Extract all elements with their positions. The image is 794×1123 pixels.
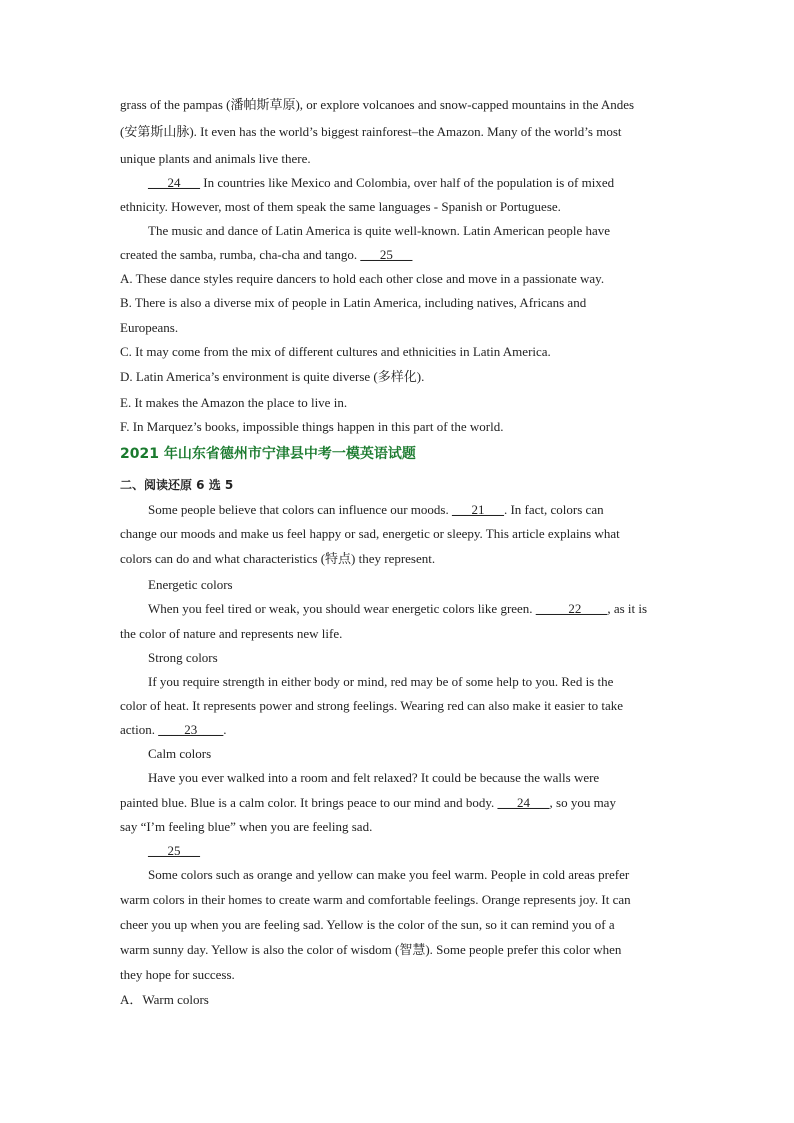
text-line: colors can do and what characteristics (特点) they represent. xyxy=(120,551,436,566)
text-line: When you feel tired or weak, you should wear energetic colors like green. _____22____, as it is xyxy=(148,601,648,616)
option-d: D. Latin America’s environment is quite diverse (多样化). xyxy=(120,369,425,384)
text-line: cheer you up when you are feeling sad. Yellow is the color of the sun, so it can remind you of a xyxy=(120,917,615,932)
blank-21: ___21___ xyxy=(451,502,504,517)
blank-24b: ___24___ xyxy=(497,795,550,810)
text-line: color of heat. It represents power and strong feelings. Wearing red can also make it easier to take xyxy=(120,698,623,713)
option-f: F. In Marquez’s books, impossible things happen in this part of the world. xyxy=(120,419,504,434)
subheading: Energetic colors xyxy=(148,577,233,592)
option-c: C. It may come from the mix of different cultures and ethnicities in Latin America. xyxy=(120,344,551,359)
text-line: grass of the pampas (潘帕斯草原), or explore volcanoes and snow-capped mountains in the Andes xyxy=(120,97,635,112)
exam-title: 2021 年山东省德州市宁津县中考一模英语试题 xyxy=(120,446,416,462)
blank-22: _____22____ xyxy=(535,601,608,616)
text-line: change our moods and make us feel happy or sad, energetic or sleepy. This article explains what xyxy=(120,526,620,541)
text-line: action. ____23____. xyxy=(120,722,227,737)
option-b: B. There is also a diverse mix of people in Latin America, including natives, Africans and xyxy=(120,295,587,310)
text-line: ___24___ In countries like Mexico and Colombia, over half of the population is of mixed xyxy=(148,175,615,190)
option-b-cont: Europeans. xyxy=(120,320,179,335)
text-line: say “I’m feeling blue” when you are feeling sad. xyxy=(120,819,373,834)
subheading: Calm colors xyxy=(148,746,212,761)
text-line: (安第斯山脉). It even has the world’s biggest rainforest–the Amazon. Many of the world’s most xyxy=(120,124,622,139)
subheading: Strong colors xyxy=(148,650,218,665)
blank-24: ___24___ xyxy=(148,175,200,190)
text-line: If you require strength in either body or mind, red may be of some help to you. Red is the xyxy=(148,674,614,689)
option-a: A. These dance styles require dancers to hold each other close and move in a passionate way. xyxy=(120,271,605,286)
blank-25b: ___25___ xyxy=(148,843,200,858)
text-line: the color of nature and represents new life. xyxy=(120,626,343,641)
text-line: Some colors such as orange and yellow can make you feel warm. People in cold areas prefer xyxy=(148,867,630,882)
text-line: Have you ever walked into a room and felt relaxed? It could be because the walls were xyxy=(148,770,600,785)
text-line: unique plants and animals live there. xyxy=(120,151,311,166)
text-line: they hope for success. xyxy=(120,967,235,982)
text-line: created the samba, rumba, cha-cha and tango. ___25___ xyxy=(120,247,413,262)
text-line: Some people believe that colors can influence our moods. ___21___. In fact, colors can xyxy=(148,502,604,517)
text-line: warm colors in their homes to create warm and comfortable feelings. Orange represents joy. It can xyxy=(120,892,631,907)
text-line: The music and dance of Latin America is quite well-known. Latin American people have xyxy=(148,223,611,238)
text-line: painted blue. Blue is a calm color. It brings peace to our mind and body. ___24___, so you may xyxy=(120,795,616,810)
text-line: warm sunny day. Yellow is also the color of wisdom (智慧). Some people prefer this color when xyxy=(120,942,622,957)
text-line: ethnicity. However, most of them speak the same languages - Spanish or Portuguese. xyxy=(120,199,561,214)
blank-23: ____23____ xyxy=(158,722,224,737)
option-e: E. It makes the Amazon the place to live in. xyxy=(120,395,348,410)
option-a-2: A．Warm colors xyxy=(120,992,209,1007)
blank-25: ___25___ xyxy=(360,247,413,262)
section-title: 二、阅读还原 6 选 5 xyxy=(120,478,234,492)
